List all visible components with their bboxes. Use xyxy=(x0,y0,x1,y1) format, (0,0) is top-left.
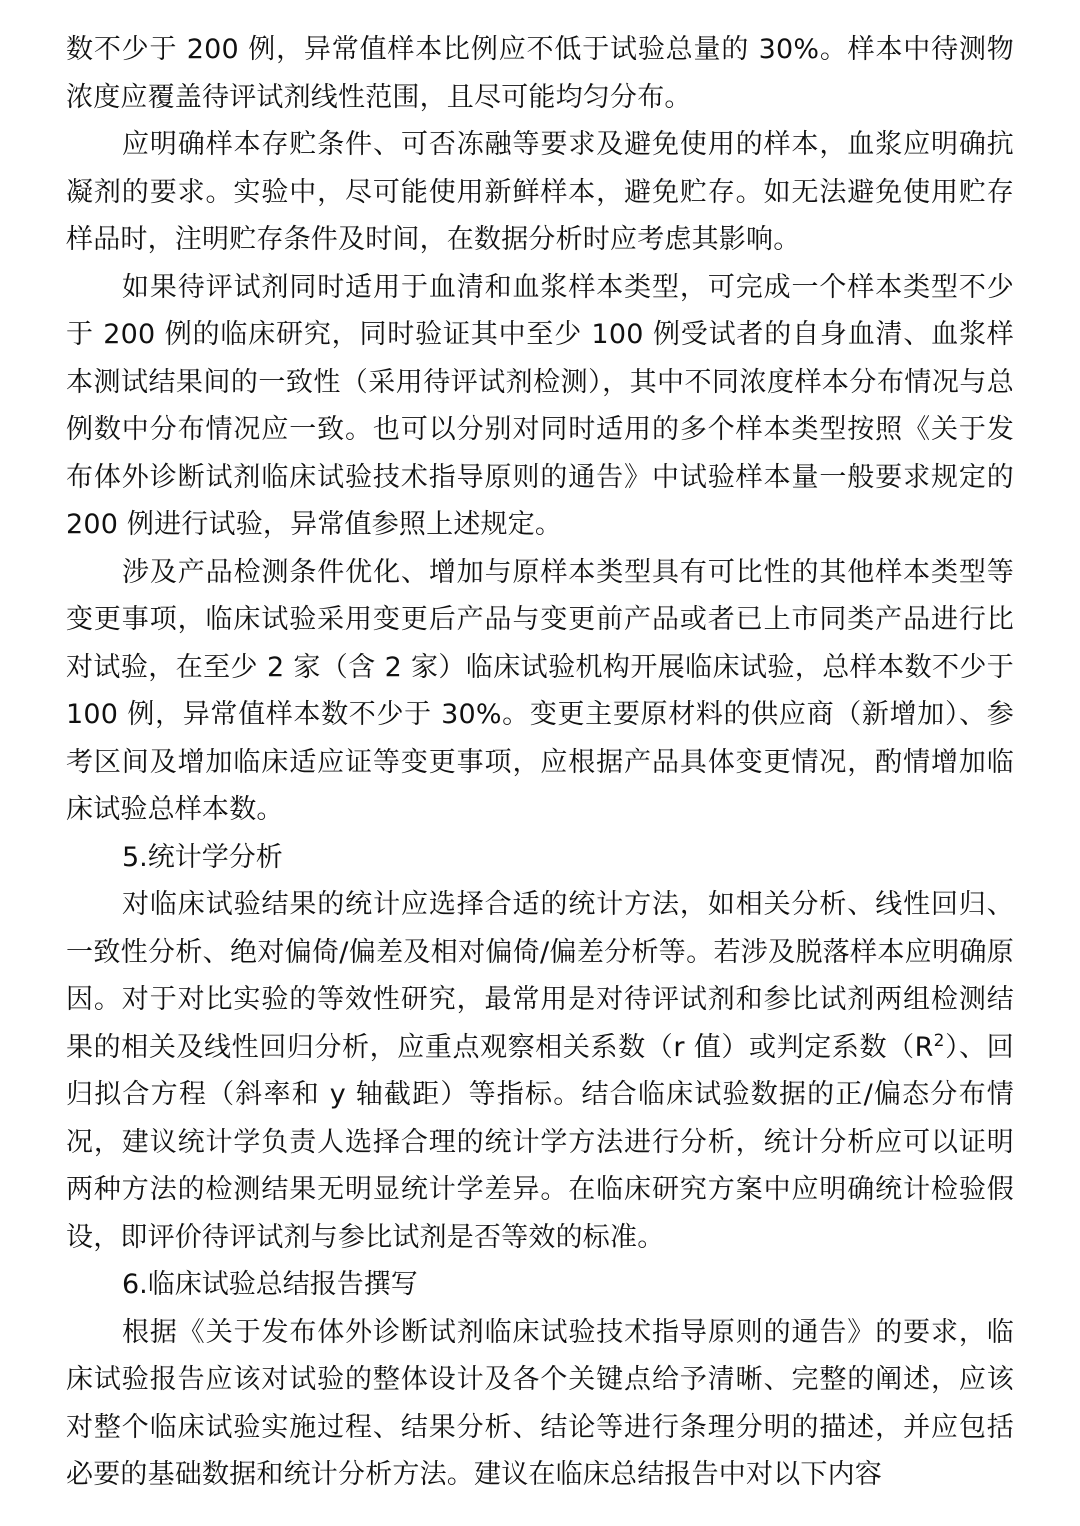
paragraph-change-items: 涉及产品检测条件优化、增加与原样本类型具有可比性的其他样本类型等变更事项，临床试验采用变更后产品与变更前产品或者已上市同类产品进行比对试验，在至少 2 家（含 2 家）临床试验机构开展临床试验，总样本数不少于 100 例，异常值样本数不少于 30%。变更主要原材料的供应商（新增加）、参考区间及增加临床适应证等变更事项，应根据产品具体变更情况，酌情增加临床试验总样本数。 xyxy=(66,556,1014,825)
paragraph-sample-storage: 应明确样本存贮条件、可否冻融等要求及避免使用的样本，血浆应明确抗凝剂的要求。实验中，尽可能使用新鲜样本，避免贮存。如无法避免使用贮存样品时，注明贮存条件及时间，在数据分析时应考虑其影响。 xyxy=(66,129,1014,255)
section-heading-statistics: 5.统计学分析 xyxy=(122,841,283,873)
paragraph-statistics xyxy=(66,881,1014,1261)
paragraph-report: 根据《关于发布体外诊断试剂临床试验技术指导原则的通告》的要求，临床试验报告应该对试验的整体设计及各个关键点给予清晰、完整的阐述，应该对整个临床试验实施过程、结果分析、结论等进行条理分明的描述，并应包括必要的基础数据和统计分析方法。建议在临床总结报告中对以下内容 xyxy=(66,1316,1014,1490)
paragraph-serum-plasma: 如果待评试剂同时适用于血清和血浆样本类型，可完成一个样本类型不少于 200 例的临床研究，同时验证其中至少 100 例受试者的自身血清、血浆样本测试结果间的一致性（采用待评试剂检测），其中不同浓度样本分布情况与总例数中分布情况应一致。也可以分别对同时适用的多个样本类型按照《关于发布体外诊断试剂临床试验技术指导原则的通告》中试验样本量一般要求规定的 200 例进行试验，异常值参照上述规定。 xyxy=(66,271,1014,540)
paragraph-sample-ratio: 数不少于 200 例，异常值样本比例应不低于试验总量的 30%。样本中待测物浓度应覆盖待评试剂线性范围，且尽可能均匀分布。 xyxy=(66,34,1014,113)
section-heading-report: 6.临床试验总结报告撰写 xyxy=(122,1269,418,1300)
superscript-two: 2 xyxy=(933,1030,945,1051)
statistics-text-part1: 对临床试验结果的统计应选择合适的统计方法，如相关分析、线性回归、一致性分析、绝对偏倚/偏差及相对偏倚/偏差分析等。若涉及脱落样本应明确原因。对于对比实验的等效性研究，最常用是对待评试剂和参比试剂两组检测结果的相关及线性回归分析，应重点观察相关系数（r 值）或判定系数（R xyxy=(66,889,1014,1063)
statistics-text-part2: ）、回归拟合方程（斜率和 y 轴截距）等指标。结合临床试验数据的正/偏态分布情况，建议统计学负责人选择合理的统计学方法进行分析，统计分析应可以证明两种方法的检测结果无明显统计学差异。在临床研究方案中应明确统计检验假设，即评价待评试剂与参比试剂是否等效的标准。 xyxy=(66,1031,1014,1253)
